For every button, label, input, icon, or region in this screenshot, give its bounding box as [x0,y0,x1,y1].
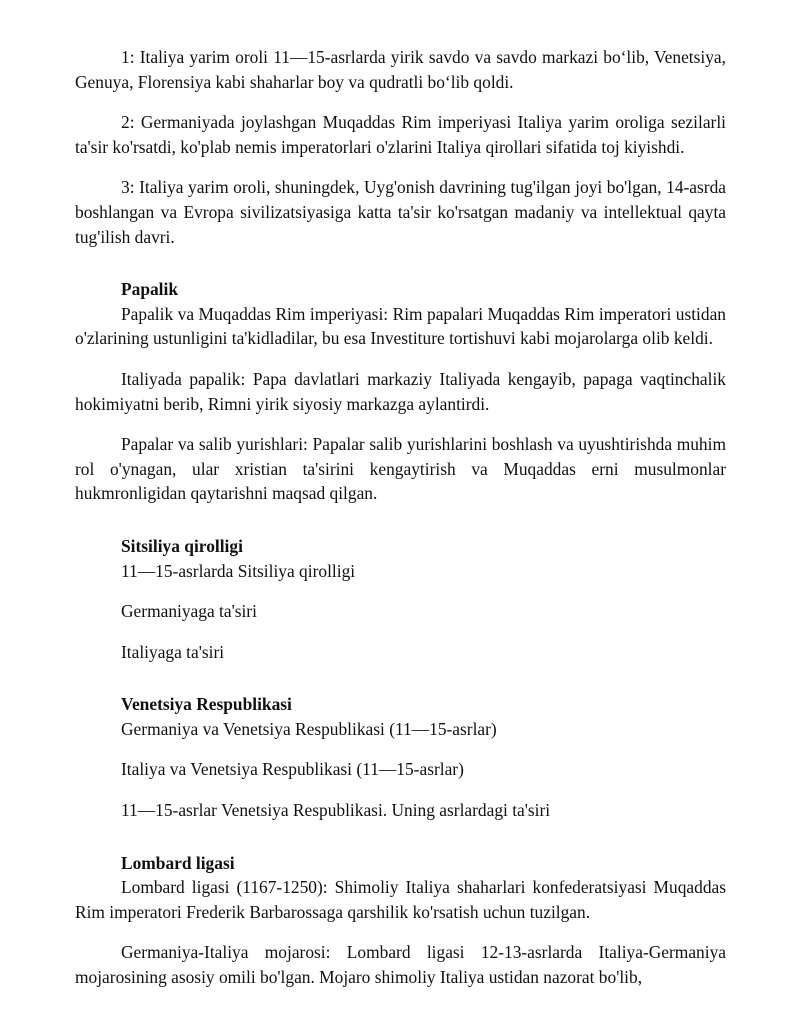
lombard-paragraph-2: Germaniya-Italiya mojarosi: Lombard ligasi 12-13-asrlarda Italiya-Germaniya mojarosining asosiy omili bo'lgan. Mojaro shimoliy Italiya ustidan nazorat bo'lib, [75,942,726,988]
intro-paragraph-3: 3: Italiya yarim oroli, shuningdek, Uyg'onish davrining tug'ilgan joyi bo'lgan, 14-asrda boshlangan va Evropa sivilizatsiyasiga katta ta'sir ko'rsatgan madaniy va intellektual qayta tug'ilish davri. [75,177,726,247]
papacy-paragraph-2: Italiyada papalik: Papa davlatlari markaziy Italiyada kengayib, papaga vaqtinchalik hokimiyatni berib, Rimni yirik siyosiy markazga aylantirdi. [75,368,726,414]
venice-line-2: Italiya va Venetsiya Respublikasi (11—15-asrlar) [121,759,464,780]
intro-paragraph-1: 1: Italiya yarim oroli 11—15-asrlarda yirik savdo va savdo markazi bo‘lib, Venetsiya, Genuya, Florensiya kabi shaharlar boy va qudratli bo‘lib qoldi. [75,47,726,92]
section-heading-lombard: Lombard ligasi [121,852,235,873]
venice-line-1: Germaniya va Venetsiya Respublikasi (11—15-asrlar) [121,718,497,739]
papacy-paragraph-1: Papalik va Muqaddas Rim imperiyasi: Rim papalari Muqaddas Rim imperatori ustidan o'zlarining ustunligini ta'kidladilar, bu esa Investiture tortishuvi kabi mojarolarga olib keldi. [75,303,726,349]
section-heading-venice: Venetsiya Respublikasi [121,694,292,715]
lombard-paragraph-1: Lombard ligasi (1167-1250): Shimoliy Italiya shaharlari konfederatsiyasi Muqaddas Rim imperatori Frederik Barbarossaga qarshilik ko'rsatish uchun tuzilgan. [75,877,726,922]
papacy-paragraph-3: Papalar va salib yurishlari: Papalar salib yurishlarini boshlash va uyushtirishda muhim rol o'ynagan, ular xristian ta'sirini kengaytirish va Muqaddas erni musulmonlar hukmronligidan qaytarishni maqsad qilgan. [75,434,726,504]
section-heading-sicily: Sitsiliya qirolligi [121,535,243,556]
section-heading-papacy: Papalik [121,279,179,300]
sicily-line-3: Italiyaga ta'siri [121,641,225,662]
sicily-line-1: 11—15-asrlarda Sitsiliya qirolligi [121,560,356,581]
document-body [75,45,726,990]
intro-paragraph-2: 2: Germaniyada joylashgan Muqaddas Rim imperiyasi Italiya yarim oroliga sezilarli ta'sir ko'rsatdi, ko'plab nemis imperatorlari o'zlarini Italiya qirollari sifatida toj kiyishdi. [75,112,726,157]
sicily-line-2: Germaniyaga ta'siri [121,601,257,622]
venice-line-3: 11—15-asrlar Venetsiya Respublikasi. Uning asrlardagi ta'siri [121,800,551,821]
